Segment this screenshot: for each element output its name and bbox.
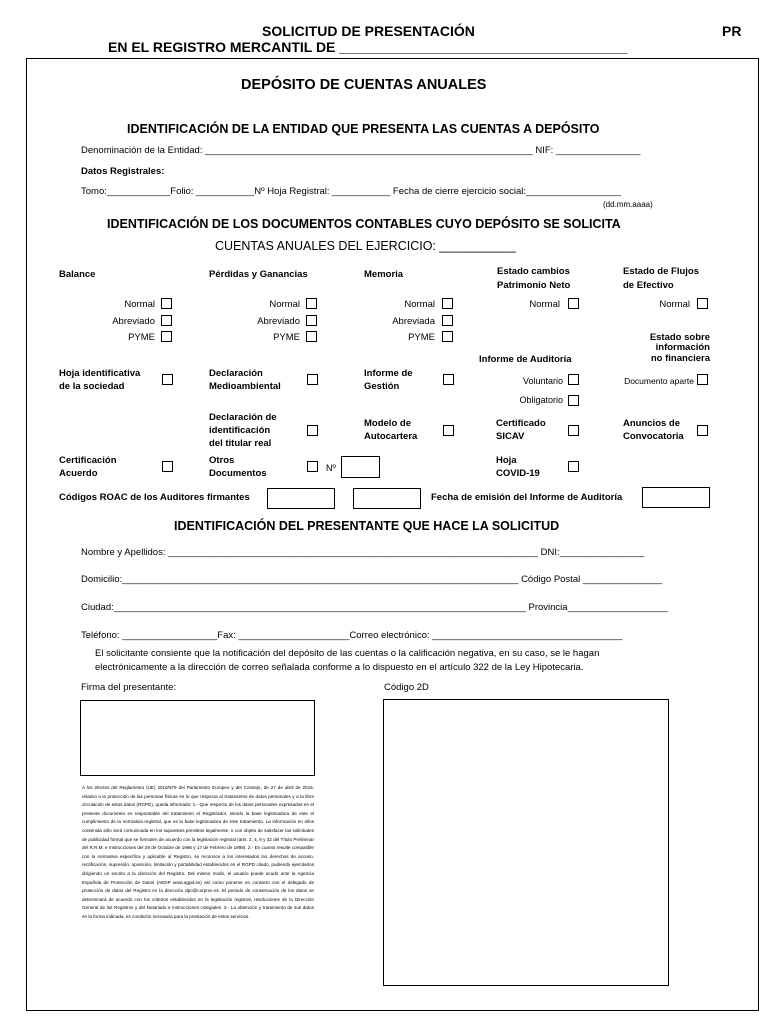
denominacion-field[interactable]: Denominación de la Entidad: ______________________________________________________________ NIF: ________________ xyxy=(81,145,641,156)
auditoria-label: Informe de Auditoría xyxy=(479,354,572,365)
perdidas-normal-label: Normal xyxy=(269,299,300,310)
consent-line-1: El solicitante consiente que la notificación del depósito de las cuentas o la calificación negativa, en su caso, se le hagan xyxy=(95,648,600,659)
otros-docs-checkbox[interactable] xyxy=(307,461,318,472)
otros-num-input[interactable] xyxy=(341,456,380,478)
ciudad-field[interactable]: Ciudad:______________________________________________________________________________ Provincia___________________ xyxy=(81,602,668,613)
cert-acuerdo-checkbox[interactable] xyxy=(162,461,173,472)
domicilio-field[interactable]: Domicilio:___________________________________________________________________________ Código Postal _______________ xyxy=(81,574,663,585)
flujos-normal-label: Normal xyxy=(659,299,690,310)
no-financiera-2: información xyxy=(655,342,710,353)
decl-medioambiental-1: Declaración xyxy=(209,368,263,379)
perdidas-abreviado-checkbox[interactable] xyxy=(306,315,317,326)
decl-titular-checkbox[interactable] xyxy=(307,425,318,436)
nombre-field[interactable]: Nombre y Apellidos: ______________________________________________________________________ DNI:________________ xyxy=(81,547,645,558)
balance-abreviado-checkbox[interactable] xyxy=(161,315,172,326)
balance-pyme-checkbox[interactable] xyxy=(161,331,172,342)
col-estado-cambios-2: Patrimonio Neto xyxy=(497,280,571,291)
decl-titular-1: Declaración de xyxy=(209,412,277,423)
hoja-identificativa-2: de la sociedad xyxy=(59,381,125,392)
firma-box[interactable] xyxy=(80,700,315,776)
col-flujos-1: Estado de Flujos xyxy=(623,266,700,277)
perdidas-abreviado-label: Abreviado xyxy=(257,316,300,327)
codigo-2d-box xyxy=(383,699,669,986)
cambios-normal-label: Normal xyxy=(529,299,560,310)
hoja-identificativa-1: Hoja identificativa xyxy=(59,368,141,379)
datos-registrales-label: Datos Registrales: xyxy=(81,166,165,177)
no-financiera-1: Estado sobre xyxy=(649,332,710,343)
balance-abreviado-label: Abreviado xyxy=(112,316,155,327)
col-perdidas-ganancias: Pérdidas y Ganancias xyxy=(209,269,308,280)
covid-2: COVID-19 xyxy=(496,468,540,479)
modelo-autocartera-1: Modelo de xyxy=(364,418,411,429)
ejercicio-field[interactable]: CUENTAS ANUALES DEL EJERCICIO: ___________ xyxy=(215,239,516,253)
col-estado-cambios-1: Estado cambios xyxy=(497,266,570,277)
documento-aparte-label: Documento aparte xyxy=(624,376,694,386)
voluntario-label: Voluntario xyxy=(522,376,563,386)
entity-section-title: IDENTIFICACIÓN DE LA ENTIDAD QUE PRESENTA LAS CUENTAS A DEPÓSITO xyxy=(127,122,600,136)
obligatorio-checkbox[interactable] xyxy=(568,395,579,406)
memoria-normal-label: Normal xyxy=(404,299,435,310)
decl-medioambiental-checkbox[interactable] xyxy=(307,374,318,385)
fecha-emision-input[interactable] xyxy=(642,487,710,508)
memoria-abreviada-checkbox[interactable] xyxy=(442,315,453,326)
cert-sicav-1: Certificado xyxy=(496,418,546,429)
memoria-pyme-checkbox[interactable] xyxy=(442,331,453,342)
anuncios-2: Convocatoria xyxy=(623,431,684,442)
fecha-emision-label: Fecha de emisión del Informe de Auditoría xyxy=(431,492,623,503)
cert-acuerdo-1: Certificación xyxy=(59,455,117,466)
form-title-line1: SOLICITUD DE PRESENTACIÓN xyxy=(262,23,475,39)
roac-input-1[interactable] xyxy=(267,488,335,509)
covid-1: Hoja xyxy=(496,455,517,466)
telefono-field[interactable]: Teléfono: __________________Fax: _____________________Correo electrónico: ____________________________________ xyxy=(81,630,623,641)
cambios-normal-checkbox[interactable] xyxy=(568,298,579,309)
otros-docs-1: Otros xyxy=(209,455,235,466)
col-balance: Balance xyxy=(59,269,96,280)
flujos-normal-checkbox[interactable] xyxy=(697,298,708,309)
codigo-2d-label: Código 2D xyxy=(384,682,429,693)
anuncios-1: Anuncios de xyxy=(623,418,681,429)
memoria-abreviada-label: Abreviada xyxy=(392,316,435,327)
balance-normal-checkbox[interactable] xyxy=(161,298,172,309)
balance-normal-label: Normal xyxy=(124,299,155,310)
covid-checkbox[interactable] xyxy=(568,461,579,472)
memoria-normal-checkbox[interactable] xyxy=(442,298,453,309)
roac-input-2[interactable] xyxy=(353,488,421,509)
tomo-folio-hoja-field[interactable]: Tomo:____________Folio: ___________Nº Hoja Registral: ___________ Fecha de cierre ejercicio social:__________________ xyxy=(81,186,622,197)
decl-titular-2: identificación xyxy=(209,425,271,436)
documento-aparte-checkbox[interactable] xyxy=(697,374,708,385)
anuncios-checkbox[interactable] xyxy=(697,425,708,436)
modelo-autocartera-2: Autocartera xyxy=(364,431,418,442)
cert-sicav-checkbox[interactable] xyxy=(568,425,579,436)
form-code: PR xyxy=(722,23,742,39)
informe-gestion-checkbox[interactable] xyxy=(443,374,454,385)
form-title-line2: EN EL REGISTRO MERCANTIL DE _____________________________________ xyxy=(108,39,628,55)
modelo-autocartera-checkbox[interactable] xyxy=(443,425,454,436)
legal-notice: A los efectos del Reglamento (UE) 2016/679 del Parlamento Europeo y del Consejo, de 27 de abril de 2016, relativo a la protección de las personas físicas en lo que respecta al tratamiento de datos personales y a la libre circulación de estos datos (RGPD), queda informado: 1.- Que respecto de los datos personales expresados en el presente documento es responsable del tratamiento el Registrador, siendo la base legitimadora de este el cumplimiento de la normativa registral, que es la base legitimadora de este tratamiento. La información en ellos contenida sólo será comunicada en los supuestos previstos legalmente, o con objeto de satisfacer las solicitudes de publicidad formal que se formulen de acuerdo con la legislación registral (arts. 2, 4, 9 y 32 del Título Preliminar del R.R.M. e Instrucciones del 29 de Octubre de 1996 y 17 de Febrero de 1998). 2.- En cuanto resulte compatible con la normativa específica y aplicable al Registro, se reconoce a los interesados los derechos de acceso, rectificación, supresión, oposición, limitación y portabilidad establecidos en el RGPD citado, pudiendo ejercitarlos dirigiendo un escrito a la dirección del Registro. Del mismo modo, el usuario puede acudir ante la Agencia Española de Protección de Datos (AEDP www.agpd.es) así como ponerse en contacto con el delegado de protección de datos del Registro en la dirección dpo@corpme.es. El periodo de conservación de los datos se determinará de acuerdo con los criterios establecidos en la legislación registral, resoluciones de la Dirección General de los Registros y del Notariado e instrucciones colegiales. 3.- La obtención y tratamiento de sus datos en la forma indicada, es condición necesaria para la prestación de estos servicios. xyxy=(82,785,314,919)
col-flujos-2: de Efectivo xyxy=(623,280,674,291)
col-memoria: Memoria xyxy=(364,269,404,280)
roac-label: Códigos ROAC de los Auditores firmantes xyxy=(59,492,250,503)
no-financiera-3: no financiera xyxy=(650,353,710,364)
firma-label: Firma del presentante: xyxy=(81,682,177,693)
consent-line-2: electrónicamente a la dirección de correo señalada conforme a lo dispuesto en el artículo 322 de la Ley Hipotecaria. xyxy=(95,662,584,673)
informe-gestion-1: Informe de xyxy=(364,368,413,379)
voluntario-checkbox[interactable] xyxy=(568,374,579,385)
memoria-pyme-label: PYME xyxy=(408,332,435,343)
presenter-section-title: IDENTIFICACIÓN DEL PRESENTANTE QUE HACE LA SOLICITUD xyxy=(174,519,560,533)
date-format-hint: (dd.mm.aaaa) xyxy=(603,200,653,209)
otros-docs-2: Documentos xyxy=(209,468,267,479)
otros-num-label: Nº xyxy=(326,463,336,473)
informe-gestion-2: Gestión xyxy=(364,381,400,392)
cert-sicav-2: SICAV xyxy=(496,431,525,442)
decl-medioambiental-2: Medioambiental xyxy=(209,381,281,392)
perdidas-pyme-checkbox[interactable] xyxy=(306,331,317,342)
main-title: DEPÓSITO DE CUENTAS ANUALES xyxy=(241,77,487,93)
hoja-identificativa-checkbox[interactable] xyxy=(162,374,173,385)
cert-acuerdo-2: Acuerdo xyxy=(59,468,98,479)
perdidas-normal-checkbox[interactable] xyxy=(306,298,317,309)
decl-titular-3: del titular real xyxy=(209,438,272,449)
balance-pyme-label: PYME xyxy=(128,332,155,343)
perdidas-pyme-label: PYME xyxy=(273,332,300,343)
documents-section-title: IDENTIFICACIÓN DE LOS DOCUMENTOS CONTABLES CUYO DEPÓSITO SE SOLICITA xyxy=(107,217,621,231)
obligatorio-label: Obligatorio xyxy=(519,395,563,405)
